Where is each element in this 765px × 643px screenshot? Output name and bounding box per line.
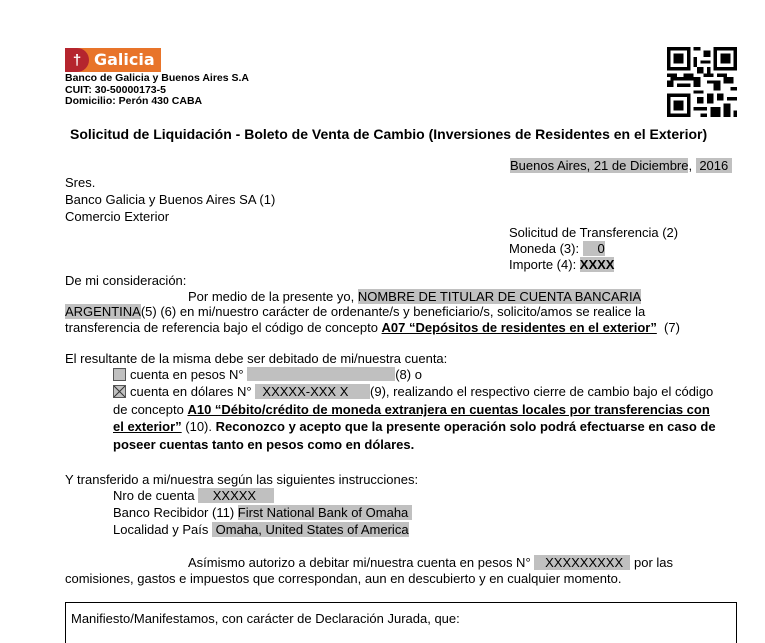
addressee-line-1: Sres. bbox=[65, 175, 96, 190]
pesos-checkbox[interactable] bbox=[113, 368, 126, 381]
pesos-ref: (8) o bbox=[395, 367, 422, 382]
currency-row bbox=[509, 241, 605, 256]
location-label: Localidad y País bbox=[113, 522, 213, 537]
dollars-account-field[interactable]: XXXXX-XXX X bbox=[255, 384, 371, 399]
p1-intro: Por medio de la presente yo, bbox=[188, 289, 358, 304]
dollars-checkbox[interactable] bbox=[113, 385, 126, 398]
declaration-box bbox=[65, 602, 737, 643]
concept-code-a10-cont: el exterior” bbox=[113, 419, 182, 434]
addressee-line-3: Comercio Exterior bbox=[65, 209, 170, 224]
auth-rest: por las bbox=[630, 555, 674, 570]
bank-info bbox=[65, 73, 249, 108]
p1-line3: transferencia de referencia bajo el código de concepto bbox=[65, 320, 382, 335]
currency-field[interactable]: 0 bbox=[583, 241, 605, 256]
transfer-request-label: Solicitud de Transferencia (2) bbox=[509, 225, 679, 240]
paragraph-1-line-2 bbox=[65, 304, 645, 320]
authorization-line-2: comisiones, gastos e impuestos que correspondan, aun en descubierto y en cualquier momento. bbox=[65, 571, 622, 586]
galicia-logo bbox=[65, 48, 161, 72]
location-field[interactable]: Omaha, United States of America bbox=[212, 522, 409, 537]
acknowledgement-text: Reconozco y acepto que la presente operación solo podrá efectuarse en caso de bbox=[215, 419, 716, 434]
receiving-bank-label: Banco Recibidor (11) bbox=[113, 505, 238, 520]
addressee-line-2: Banco Galicia y Buenos Aires SA (1) bbox=[65, 192, 276, 207]
pesos-account-field[interactable] bbox=[247, 367, 395, 381]
bank-cuit: CUIT: 30-50000173-5 bbox=[65, 83, 166, 96]
amount-label: Importe (4): bbox=[509, 257, 580, 272]
concept-code-a07: A07 “Depósitos de residentes en el exterior” bbox=[381, 320, 657, 335]
auth-intro: Asímismo autorizo a debitar mi/nuestra cuenta en pesos N° bbox=[188, 555, 535, 570]
concept-line-1 bbox=[113, 402, 710, 418]
galicia-cross-icon: † bbox=[65, 48, 89, 72]
logo-text: Galicia bbox=[94, 50, 155, 69]
holder-name-field-cont[interactable]: ARGENTINA bbox=[65, 304, 141, 319]
check-x-icon bbox=[114, 386, 125, 397]
date-line bbox=[510, 158, 732, 173]
dollars-account-row bbox=[113, 384, 713, 400]
dollars-rest: (9), realizando el respectivo cierre de cambio bajo el código bbox=[370, 384, 714, 399]
greeting: De mi consideración: bbox=[65, 273, 187, 288]
dollars-label: cuenta en dólares N° bbox=[130, 384, 256, 399]
holder-name-field[interactable]: NOMBRE DE TITULAR DE CUENTA BANCARIA bbox=[357, 289, 642, 304]
transfer-intro: Y transferido a mi/nuestra según las siguientes instrucciones: bbox=[65, 472, 419, 487]
account-number-row bbox=[113, 488, 274, 504]
account-number-label: Nro de cuenta bbox=[113, 488, 199, 503]
location-row bbox=[113, 522, 409, 538]
amount-row bbox=[509, 257, 614, 272]
fee-account-field[interactable]: XXXXXXXXX bbox=[534, 555, 631, 570]
p1-rest: (5) (6) en mi/nuestro carácter de ordenante/s y beneficiario/s, solicito/amos se realice la bbox=[140, 304, 646, 319]
concept-ref: (10). bbox=[181, 419, 216, 434]
amount-field[interactable]: XXXX bbox=[579, 257, 615, 272]
date-separator: , bbox=[688, 158, 696, 173]
paragraph-1-line-3 bbox=[65, 320, 680, 336]
concept-code-a10: A10 “Débito/crédito de moneda extranjera en cuentas locales por transferencias con bbox=[187, 402, 710, 417]
concept-line-3: poseer cuentas tanto en pesos como en dólares. bbox=[113, 437, 415, 452]
document-title: Solicitud de Liquidación - Boleto de Venta de Cambio (Inversiones de Residentes en el Exterior) bbox=[70, 126, 708, 142]
concept-prefix: de concepto bbox=[113, 402, 188, 417]
concept-line-2 bbox=[113, 419, 716, 435]
declaration-text: Manifiesto/Manifestamos, con carácter de Declaración Jurada, que: bbox=[71, 611, 460, 626]
p1-ref: (7) bbox=[656, 320, 680, 335]
bank-address: Domicilio: Perón 430 CABA bbox=[65, 95, 203, 107]
pesos-account-row bbox=[113, 367, 422, 383]
currency-label: Moneda (3): bbox=[509, 241, 583, 256]
pesos-label: cuenta en pesos N° bbox=[130, 367, 248, 382]
account-number-field[interactable]: XXXXX bbox=[198, 488, 275, 503]
receiving-bank-row bbox=[113, 505, 412, 521]
receiving-bank-field[interactable]: First National Bank of Omaha bbox=[237, 505, 412, 520]
authorization-line-1 bbox=[188, 555, 673, 571]
year-field[interactable]: 2016 bbox=[695, 158, 732, 173]
qr-code-icon bbox=[667, 47, 737, 117]
date-field[interactable]: Buenos Aires, 21 de Diciembre bbox=[510, 158, 689, 173]
bank-name: Banco de Galicia y Buenos Aires S.A bbox=[65, 72, 250, 84]
debit-intro: El resultante de la misma debe ser debitado de mi/nuestra cuenta: bbox=[65, 351, 448, 366]
paragraph-1-line-1 bbox=[188, 289, 641, 305]
